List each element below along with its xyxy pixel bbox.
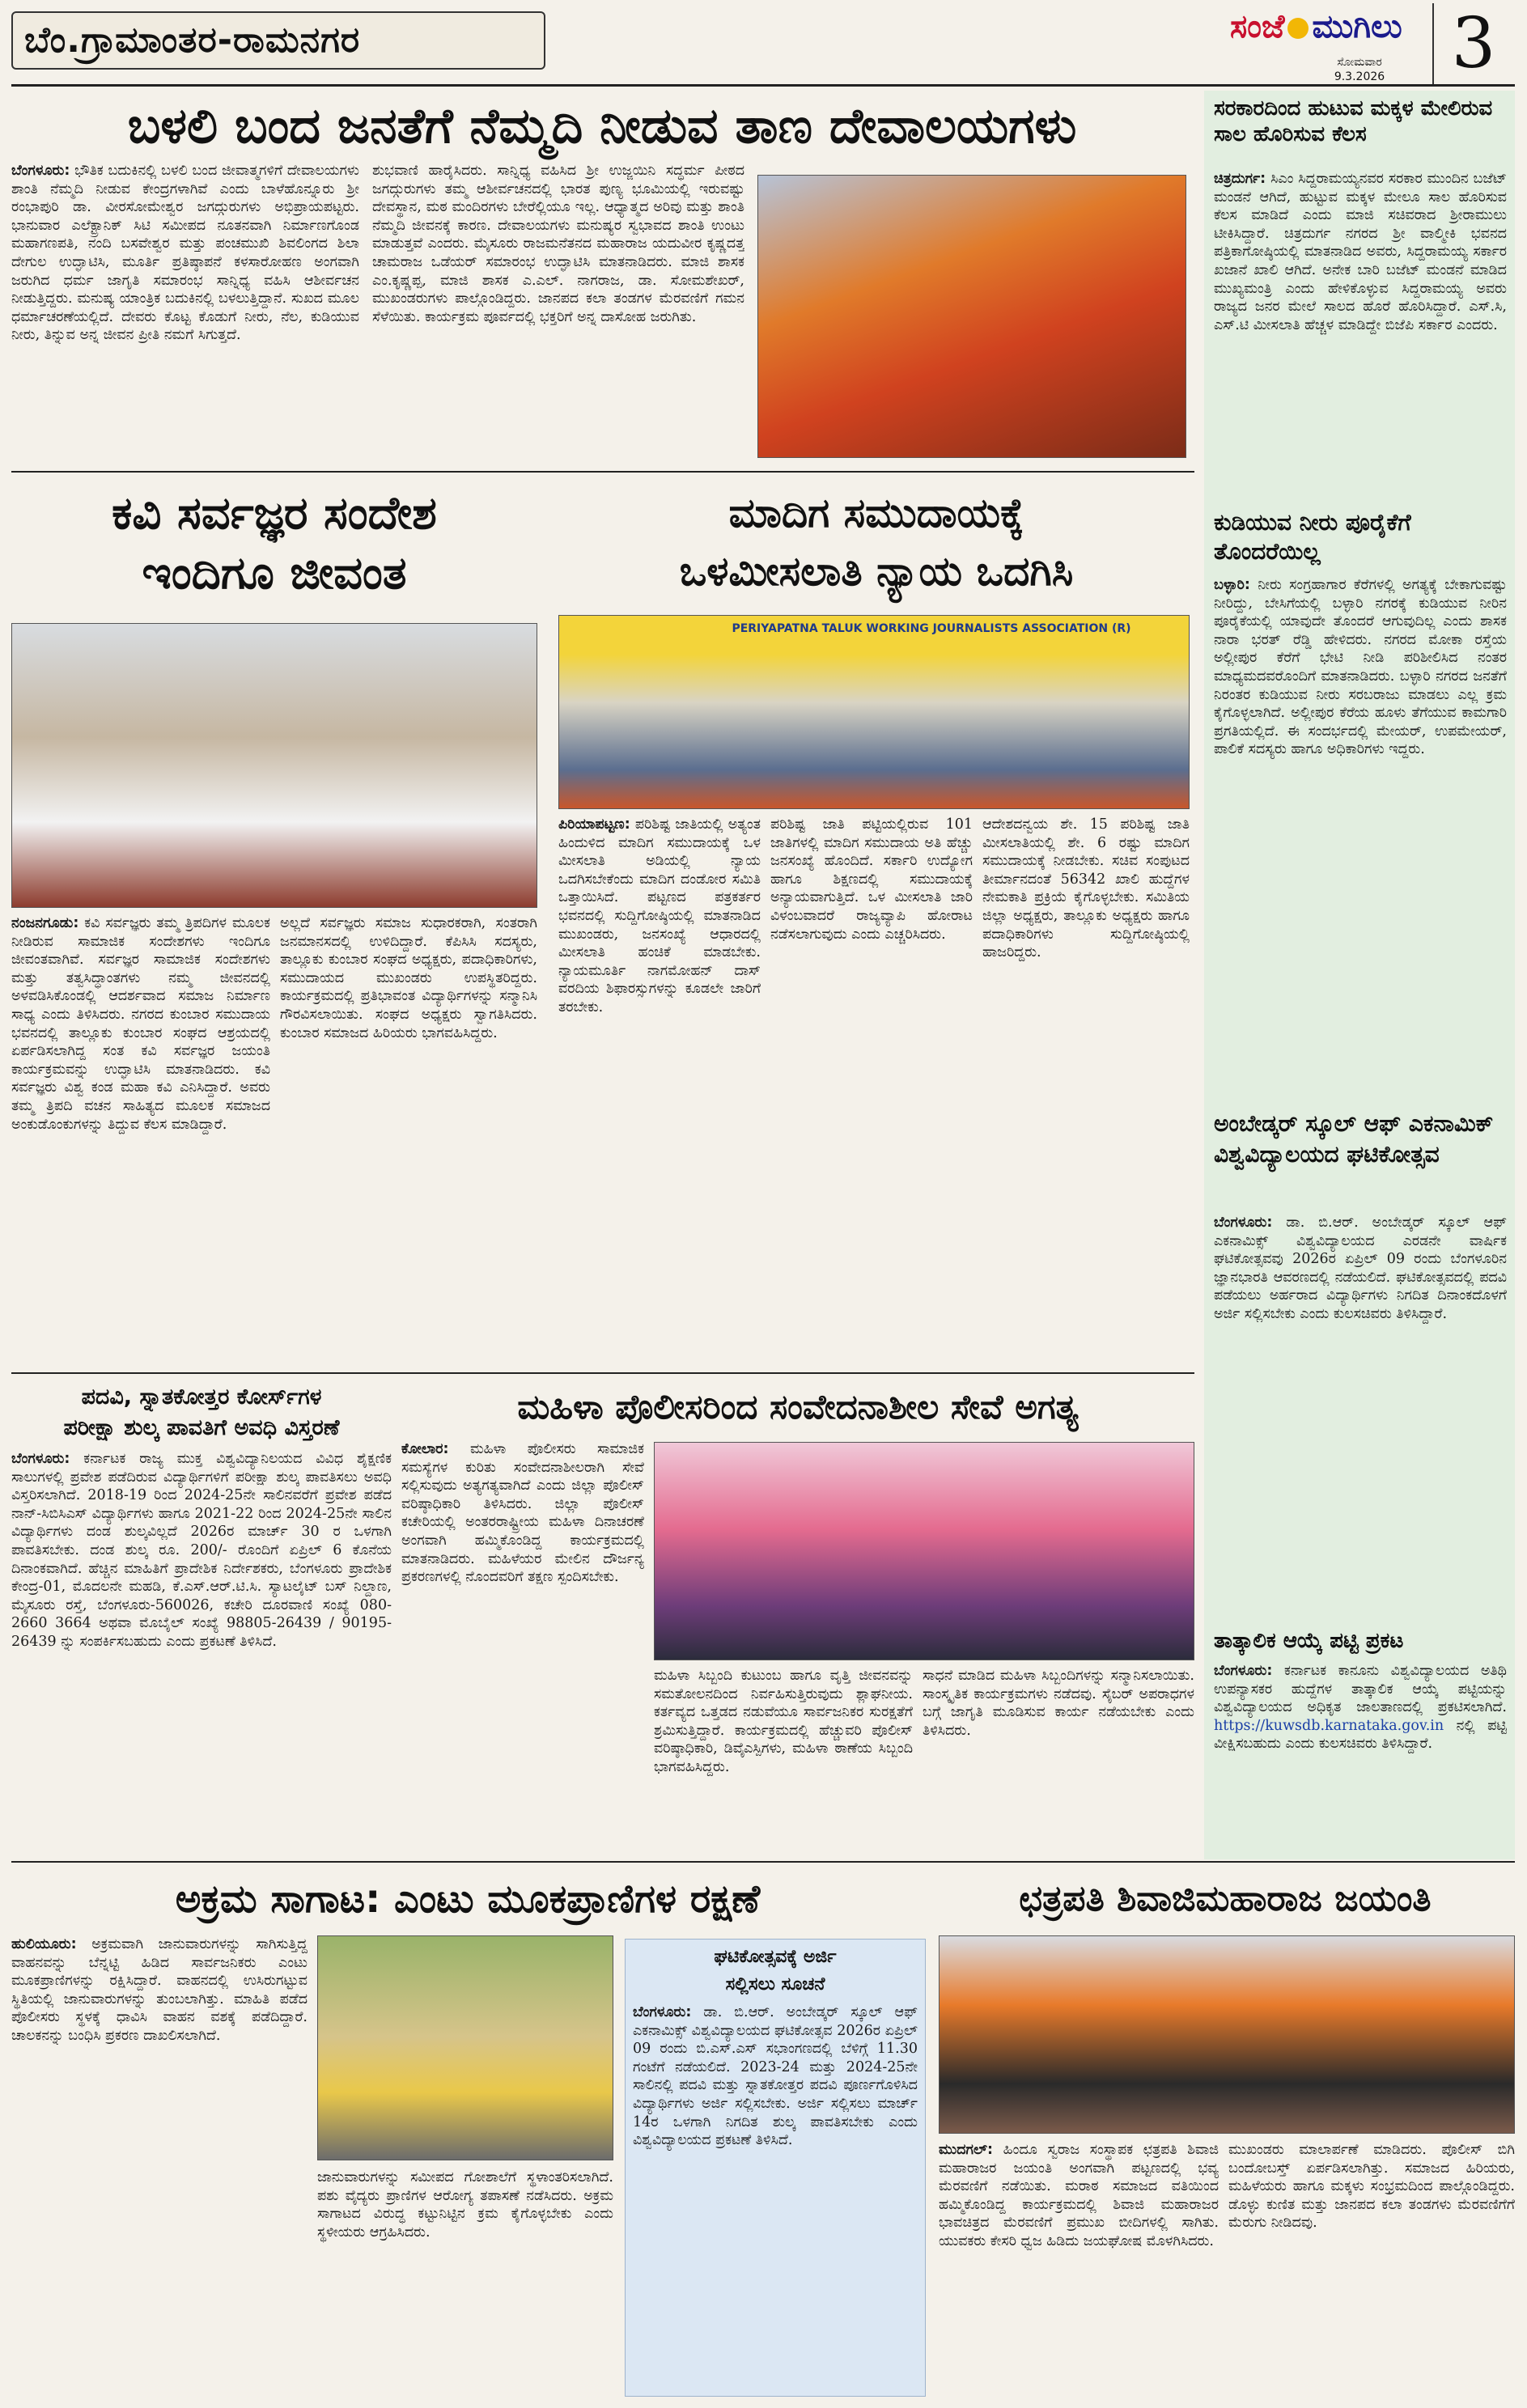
notice-headline-line1: ಘಟಿಕೋತ್ಸವಕ್ಕೆ ಅರ್ಜಿ (714, 1947, 837, 1967)
story2-col2: ಅಲ್ಲದೆ ಸರ್ವಜ್ಞರು ಸಮಾಜ ಸುಧಾರಕರಾಗಿ, ಸಂತರಾಗಿ ಜನಮಾನಸದಲ್ಲಿ ಉಳಿದಿದ್ದಾರೆ. ಕೆಪಿಸಿಸಿ ಸದಸ್ಯರು, ತಾಲ್ಲೂಕು ಕುಂಬಾರ ಸಂಘದ ಅಧ್ಯಕ್ಷರು, ಪದಾಧಿಕಾರಿಗಳು, ಸಮುದಾಯದ ಮುಖಂಡರು ಉಪಸ್ಥಿತರಿದ್ದರು. ಕಾರ್ಯಕ್ರಮದಲ್ಲಿ ಪ್ರತಿಭಾವಂತ ವಿದ್ಯಾರ್ಥಿಗಳನ್ನು ಸನ್ಮಾನಿಸಿ ಗೌರವಿಸಲಾಯಿತು. ಸಂಘದ ಅಧ್ಯಕ್ಷರು ಸ್ವಾಗತಿಸಿದರು. ಕುಂಬಾರ ಸಮಾಜದ ಹಿರಿಯರು ಭಾಗವಹಿಸಿದ್ದರು. (280, 915, 537, 1041)
story5-col2: ಮಹಿಳಾ ಸಿಬ್ಬಂದಿ ಕುಟುಂಬ ಹಾಗೂ ವೃತ್ತಿ ಜೀವನವನ್ನು ಸಮತೋಲನದಿಂದ ನಿರ್ವಹಿಸುತ್ತಿರುವುದು ಶ್ಲಾಘನೀಯ. ಕರ್ತವ್ಯದ ಒತ್ತಡದ ನಡುವೆಯೂ ಸಾರ್ವಜನಿಕರ ಸುರಕ್ಷತೆಗೆ ಶ್ರಮಿಸುತ್ತಿದ್ದಾರೆ. ಕಾರ್ಯಕ್ರಮದಲ್ಲಿ ಹೆಚ್ಚುವರಿ ಪೊಲೀಸ್ ವರಿಷ್ಠಾಧಿಕಾರಿ, ಡಿವೈಎಸ್ಪಿಗಳು, ಮಹಿಳಾ ಠಾಣೆಯ ಸಿಬ್ಬಂದಿ ಭಾಗವಹಿಸಿದ್ದರು. (654, 1668, 913, 1775)
story4-headline-line1: ಪದವಿ, ಸ್ನಾತಕೋತ್ತರ ಕೋರ್ಸ್‌ಗಳ (81, 1384, 322, 1410)
story2-photo-lamp-lighting (11, 623, 537, 908)
side4-dateline: ಬೆಂಗಳೂರು: (1214, 1663, 1273, 1679)
story1-headline: ಬಳಲಿ ಬಂದ ಜನತೆಗೆ ನೆಮ್ಮದಿ ನೀಡುವ ತಾಣ ದೇವಾಲಯಗಳು (127, 98, 1077, 155)
side1-body: ಸಿಎಂ ಸಿದ್ದರಾಮಯ್ಯನವರ ಸರಕಾರ ಮುಂದಿನ ಬಜೆಟ್ ಮಂಡನೆ ಆಗಿದೆ, ಹುಟ್ಟುವ ಮಕ್ಕಳ ಮೇಲೂ ಸಾಲ ಹೊರಿಸುವ ಕೆಲಸ ಮಾಡಿದೆ ಎಂದು ಮಾಜಿ ಸಚಿವರಾದ ಶ್ರೀರಾಮುಲು ಟೀಕಿಸಿದ್ದಾರೆ. ಚಿತ್ರದುರ್ಗ ನಗರದ ಶ್ರೀ ವಾಲ್ಮೀಕಿ ಭವನದ ಪತ್ರಿಕಾಗೋಷ್ಠಿಯಲ್ಲಿ ಮಾತನಾಡಿದ ಅವರು, ಸಿದ್ದರಾಮಯ್ಯ ಸರ್ಕಾರ ಖಜಾನೆ ಖಾಲಿ ಆಗಿದೆ. ಅನೇಕ ಬಾರಿ ಬಜೆಟ್ ಮಂಡನೆ ಮಾಡಿದ ಮುಖ್ಯಮಂತ್ರಿ ಎಂದು ಹೇಳಿಕೊಳ್ಳುವ ಸಿದ್ದರಾಮಯ್ಯ ಅವರು ರಾಜ್ಯದ ಜನರ ಮೇಲೆ ಸಾಲದ ಹೊರೆ ಹೊರಿಸಿದ್ದಾರೆ. ಎಸ್.ಸಿ, ಎಸ್.ಟಿ ಮೀಸಲಾತಿ ಹೆಚ್ಚಳ ಮಾಡಿದ್ದೇ ಬಿಜೆಪಿ ಸರ್ಕಾರ ಎಂದರು. (1214, 171, 1507, 333)
issue-date-value: 9.3.2026 (1334, 70, 1385, 83)
story3-text1: ಪರಿಶಿಷ್ಟ ಜಾತಿಯಲ್ಲಿ ಅತ್ಯಂತ ಹಿಂದುಳಿದ ಮಾದಿಗ ಸಮುದಾಯಕ್ಕೆ ಒಳ ಮೀಸಲಾತಿ ಅಡಿಯಲ್ಲಿ ನ್ಯಾಯ ಒದಗಿಸಬೇಕೆಂದು ಮಾದಿಗ ದಂಡೋರ ಸಮಿತಿ ಒತ್ತಾಯಿಸಿದೆ. ಪಟ್ಟಣದ ಪತ್ರಕರ್ತರ ಭವನದಲ್ಲಿ ಸುದ್ದಿಗೋಷ್ಠಿಯಲ್ಲಿ ಮಾತನಾಡಿದ ಮುಖಂಡರು, ಜನಸಂಖ್ಯೆ ಆಧಾರದಲ್ಲಿ ಮೀಸಲಾತಿ ಹಂಚಿಕೆ ಮಾಡಬೇಕು. ನ್ಯಾಯಮೂರ್ತಿ ನಾಗಮೋಹನ್ ದಾಸ್ ವರದಿಯ ಶಿಫಾರಸ್ಸುಗಳನ್ನು ಕೂಡಲೇ ಜಾರಿಗೆ ತರಬೇಕು. (558, 816, 761, 1015)
story2-headline-line1: ಕವಿ ಸರ್ವಜ್ಞರ ಸಂದೇಶ (112, 487, 437, 540)
story6-photo-rescue (317, 1935, 613, 2160)
story4-headline (11, 1382, 392, 1445)
story5-col1 (401, 1440, 644, 1853)
page-number: 3 (1432, 3, 1513, 84)
story7-photo-procession (939, 1935, 1515, 2134)
story5-photo-women-police (654, 1442, 1194, 1660)
side4-body2: ನಲ್ಲಿ ಪಟ್ಟಿ ವೀಕ್ಷಿಸಬಹುದು ಎಂದು ಕುಲಸಚಿವರು ತಿಳಿಸಿದ್ದಾರೆ. (1214, 1717, 1507, 1753)
side4-body: ಕರ್ನಾಟಕ ಕಾನೂನು ವಿಶ್ವವಿದ್ಯಾಲಯದ ಅತಿಥಿ ಉಪನ್ಯಾಸಕರ ಹುದ್ದೆಗಳ ತಾತ್ಕಾಲಿಕ ಆಯ್ಕೆ ಪಟ್ಟಿಯನ್ನು ವಿಶ್ವವಿದ್ಯಾಲಯದ ಅಧಿಕೃತ ಜಾಲತಾಣದಲ್ಲಿ ಪ್ರಕಟಿಸಲಾಗಿದೆ. (1214, 1663, 1507, 1716)
story1-text1: ಭೌತಿಕ ಬದುಕಿನಲ್ಲಿ ಬಳಲಿ ಬಂದ ಜೀವಾತ್ಮಗಳಿಗೆ ದೇವಾಲಯಗಳು ಶಾಂತಿ ನೆಮ್ಮದಿ ನೀಡುವ ಕೇಂದ್ರಗಳಾಗಿವೆ ಎಂದು ಬಾಳೆಹೊನ್ನೂರು ಶ್ರೀ ರಂಭಾಪುರಿ ಡಾ. ವೀರಸೋಮೇಶ್ವರ ಜಗದ್ಗುರುಗಳು ಅಭಿಪ್ರಾಯಪಟ್ಟರು. ಭಾನುವಾರ ಎಲೆಕ್ಟ್ರಾನಿಕ್ ಸಿಟಿ ಸಮೀಪದ ನೂತನವಾಗಿ ನಿರ್ಮಾಣಗೊಂಡ ಮಹಾಗಣಪತಿ, ನಂದಿ ಬಸವೇಶ್ವರ ಮತ್ತು ಪಂಚಮುಖಿ ಶಿವಲಿಂಗದ ಶಿಲಾ ದೇಗುಲ ಉದ್ಘಾಟಿಸಿ, ಮೂರ್ತಿ ಪ್ರತಿಷ್ಠಾಪನೆ ಕಳಸಾರೋಹಣ ಅಂಗವಾಗಿ ಜರುಗಿದ ಧರ್ಮ ಜಾಗೃತಿ ಸಮಾರಂಭ ಸಾನ್ನಿಧ್ಯ ವಹಿಸಿ ಆಶೀರ್ವಚನ ನೀಡುತ್ತಿದ್ದರು. ಮನುಷ್ಯ ಯಾಂತ್ರಿಕ ಬದುಕಿನಲ್ಲಿ ಬಳಲುತ್ತಿದ್ದಾನೆ. ಸುಖದ ಮೂಲ ಧರ್ಮಾಚರಣೆಯಲ್ಲಿದೆ. ದೇವರು ಕೊಟ್ಟ ಕೊಡುಗೆ ನೀರು, ನೆಲ, ಕುಡಿಯುವ ನೀರು, ತಿನ್ನುವ ಅನ್ನ ಜೀವನ ಪ್ರೀತಿ ನಮಗೆ ಸಿಗುತ್ತದೆ. (11, 163, 359, 344)
sun-icon (1287, 18, 1309, 39)
story2-col1 (11, 914, 270, 1367)
logo-part-a: ಸಂಜೆ (1230, 8, 1285, 45)
story3-headline-line1: ಮಾದಿಗ ಸಮುದಾಯಕ್ಕೆ (728, 490, 1024, 536)
story7-headline: ಛತ್ರಪತಿ ಶಿವಾಜಿಮಹಾರಾಜ ಜಯಂತಿ (1019, 1878, 1432, 1919)
story2-headline (11, 484, 537, 605)
story6-headline: ಅಕ್ರಮ ಸಾಗಾಟ: ಎಂಟು ಮೂಕಪ್ರಾಣಿಗಳ ರಕ್ಷಣೆ (175, 1876, 761, 1922)
section-title: ಬೆಂ.ಗ್ರಾಮಾಂತರ-ರಾಮನಗರ (11, 11, 545, 70)
side4-text (1214, 1662, 1507, 1856)
story7-col2: ಮುಖಂಡರು ಮಾಲಾರ್ಪಣೆ ಮಾಡಿದರು. ಪೊಲೀಸ್ ಬಿಗಿ ಬಂದೋಬಸ್ತ್ ಏರ್ಪಡಿಸಲಾಗಿತ್ತು. ಸಮಾಜದ ಹಿರಿಯರು, ಮಹಿಳೆಯರು ಹಾಗೂ ಮಕ್ಕಳು ಸಂಭ್ರಮದಿಂದ ಪಾಲ್ಗೊಂಡಿದ್ದರು. ಡೊಳ್ಳು ಕುಣಿತ ಮತ್ತು ಜಾನಪದ ಕಲಾ ತಂಡಗಳು ಮೆರವಣಿಗೆಗೆ ಮೆರುಗು ನೀಡಿದವು. (1228, 2142, 1515, 2232)
story2-headline-line2: ಇಂದಿಗೂ ಜೀವಂತ (142, 547, 407, 600)
side2-dateline: ಬಳ್ಳಾರಿ: (1214, 577, 1250, 593)
story5-headline: ಮಹಿಳಾ ಪೊಲೀಸರಿಂದ ಸಂವೇದನಾಶೀಲ ಸೇವೆ ಅಗತ್ಯ (517, 1387, 1079, 1427)
story7-text1: ಹಿಂದೂ ಸ್ವರಾಜ ಸಂಸ್ಥಾಪಕ ಛತ್ರಪತಿ ಶಿವಾಜಿ ಮಹಾರಾಜರ ಜಯಂತಿ ಅಂಗವಾಗಿ ಪಟ್ಟಣದಲ್ಲಿ ಭವ್ಯ ಮೆರವಣಿಗೆ ನಡೆಯಿತು. ಮರಾಠ ಸಮಾಜದ ವತಿಯಿಂದ ಹಮ್ಮಿಕೊಂಡಿದ್ದ ಕಾರ್ಯಕ್ರಮದಲ್ಲಿ ಶಿವಾಜಿ ಮಹಾರಾಜರ ಭಾವಚಿತ್ರದ ಮೆರವಣಿಗೆ ಪ್ರಮುಖ ಬೀದಿಗಳಲ್ಲಿ ಸಾಗಿತು. ಯುವಕರು ಕೇಸರಿ ಧ್ವಜ ಹಿಡಿದು ಜಯಘೋಷ ಮೊಳಗಿಸಿದರು. (939, 2142, 1219, 2249)
issue-day: ಸೋಮವಾರ (1337, 56, 1382, 69)
story4-body: ಕರ್ನಾಟಕ ರಾಜ್ಯ ಮುಕ್ತ ವಿಶ್ವವಿದ್ಯಾನಿಲಯದ ವಿವಿಧ ಶೈಕ್ಷಣಿಕ ಸಾಲುಗಳಲ್ಲಿ ಪ್ರವೇಶ ಪಡೆದಿರುವ ವಿದ್ಯಾರ್ಥಿಗಳಿಗೆ ಪರೀಕ್ಷಾ ಶುಲ್ಕ ಪಾವತಿಸಲು ಅವಧಿ ವಿಸ್ತರಿಸಲಾಗಿದೆ. 2018-19 ರಿಂದ 2024-25ನೇ ಸಾಲಿನವರೆಗೆ ಪ್ರವೇಶ ಪಡೆದ ನಾನ್-ಸಿಬಿಸಿಎಸ್ ವಿದ್ಯಾರ್ಥಿಗಳು ಹಾಗೂ 2021-22 ರಿಂದ 2024-25ನೇ ಸಾಲಿನ ವಿದ್ಯಾರ್ಥಿಗಳು ದಂಡ ಶುಲ್ಕವಿಲ್ಲದೆ 2026ರ ಮಾರ್ಚ್ 30 ರ ಒಳಗಾಗಿ ಪಾವತಿಸಬೇಕು. ದಂಡ ಶುಲ್ಕ ರೂ. 200/- ರೊಂದಿಗೆ ಏಪ್ರಿಲ್ 6 ಕೊನೆಯ ದಿನಾಂಕವಾಗಿದೆ. ಹೆಚ್ಚಿನ ಮಾಹಿತಿಗೆ ಪ್ರಾದೇಶಿಕ ನಿರ್ದೇಶಕರು, ಬೆಂಗಳೂರು ಪ್ರಾದೇಶಿಕ ಕೇಂದ್ರ-01, ಮೊದಲನೇ ಮಹಡಿ, ಕೆ.ಎಸ್.ಆರ್.ಟಿ.ಸಿ. ಸ್ಯಾಟಲೈಟ್ ಬಸ್ ನಿಲ್ದಾಣ, ಮೈಸೂರು ರಸ್ತೆ, ಬೆಂಗಳೂರು-560026, ಕಚೇರಿ ದೂರವಾಣಿ ಸಂಖ್ಯೆ 080-2660 3664 ಅಥವಾ ಮೊಬೈಲ್ ಸಂಖ್ಯೆ 98805-26439 / 90195-26439 ನ್ನು ಸಂಪರ್ಕಿಸಬಹುದು ಎಂದು ಪ್ರಕಟಣೆ ತಿಳಿಸಿದೆ. (11, 1451, 392, 1650)
side2-text (1214, 576, 1507, 1102)
divider (11, 1372, 1194, 1374)
story4-dateline: ಬೆಂಗಳೂರು: (11, 1451, 70, 1467)
story3-headline (558, 484, 1194, 605)
story4-headline-line2: ಪರೀಕ್ಷಾ ಶುಲ್ಕ ಪಾವತಿಗೆ ಅವಧಿ ವಿಸ್ತರಣೆ (63, 1415, 340, 1440)
story3-col2: ಪರಿಶಿಷ್ಟ ಜಾತಿ ಪಟ್ಟಿಯಲ್ಲಿರುವ 101 ಜಾತಿಗಳಲ್ಲಿ ಮಾದಿಗ ಸಮುದಾಯ ಅತಿ ಹೆಚ್ಚು ಜನಸಂಖ್ಯೆ ಹೊಂದಿದೆ. ಸರ್ಕಾರಿ ಉದ್ಯೋಗ ಹಾಗೂ ಶಿಕ್ಷಣದಲ್ಲಿ ಸಮುದಾಯಕ್ಕೆ ಅನ್ಯಾಯವಾಗುತ್ತಿದೆ. ಒಳ ಮೀಸಲಾತಿ ಜಾರಿ ವಿಳಂಬವಾದರೆ ರಾಜ್ಯವ್ಯಾಪಿ ಹೋರಾಟ ನಡೆಸಲಾಗುವುದು ಎಂದು ಎಚ್ಚರಿಸಿದರು. (770, 816, 973, 943)
story3-col1 (558, 816, 761, 1366)
notice-headline-line2: ಸಲ್ಲಿಸಲು ಸೂಚನೆ (725, 1974, 825, 1995)
story6-text1: ಅಕ್ರಮವಾಗಿ ಜಾನುವಾರುಗಳನ್ನು ಸಾಗಿಸುತ್ತಿದ್ದ ವಾಹನವನ್ನು ಬೆನ್ನಟ್ಟಿ ಹಿಡಿದ ಸಾರ್ವಜನಿಕರು ಎಂಟು ಮೂಕಪ್ರಾಣಿಗಳನ್ನು ರಕ್ಷಿಸಿದ್ದಾರೆ. ವಾಹನದಲ್ಲಿ ಉಸಿರುಗಟ್ಟುವ ಸ್ಥಿತಿಯಲ್ಲಿ ಜಾನುವಾರುಗಳನ್ನು ತುಂಬಲಾಗಿತ್ತು. ಮಾಹಿತಿ ಪಡೆದ ಪೊಲೀಸರು ಸ್ಥಳಕ್ಕೆ ಧಾವಿಸಿ ವಾಹನ ವಶಕ್ಕೆ ಪಡೆದಿದ್ದಾರೆ. ಚಾಲಕನನ್ನು ಬಂಧಿಸಿ ಪ್ರಕರಣ ದಾಖಲಿಸಲಾಗಿದೆ. (11, 1936, 308, 2044)
issue-date (1295, 55, 1424, 84)
story1-photo-temple-ceremony (757, 175, 1186, 458)
results-link-domain[interactable]: karnataka.gov.in (1325, 1717, 1444, 1734)
notice-headline (633, 1944, 918, 2000)
story3-headline-line2: ಒಳಮೀಸಲಾತಿ ನ್ಯಾಯ ಒದಗಿಸಿ (679, 548, 1074, 595)
story7-dateline: ಮುದಗಲ್: (939, 2142, 993, 2158)
press-association-banner: PERIYAPATNA TALUK WORKING JOURNALISTS ASSOCIATION (R) (732, 622, 1131, 635)
notice-text (633, 2003, 918, 2392)
side1-headline: ಸರಕಾರದಿಂದ ಹುಟುವ ಮಕ್ಕಳ ಮೇಲಿರುವ ಸಾಲ ಹೊರಿಸುವ ಕೆಲಸ (1214, 96, 1493, 146)
story3-dateline: ಪಿರಿಯಾಪಟ್ಟಣ: (558, 816, 630, 833)
story5-col3: ಸಾಧನೆ ಮಾಡಿದ ಮಹಿಳಾ ಸಿಬ್ಬಂದಿಗಳನ್ನು ಸನ್ಮಾನಿಸಲಾಯಿತು. ಸಾಂಸ್ಕೃತಿಕ ಕಾರ್ಯಕ್ರಮಗಳು ನಡೆದವು. ಸೈಬರ್ ಅಪರಾಧಗಳ ಬಗ್ಗೆ ಜಾಗೃತಿ ಮೂಡಿಸುವ ಕಾರ್ಯ ನಡೆಯಬೇಕು ಎಂದು ತಿಳಿಸಿದರು. (923, 1668, 1194, 1739)
story1-col1 (11, 162, 359, 461)
side3-body: ಡಾ. ಬಿ.ಆರ್. ಅಂಬೇಡ್ಕರ್ ಸ್ಕೂಲ್ ಆಫ್ ಎಕನಾಮಿಕ್ಸ್ ವಿಶ್ವವಿದ್ಯಾಲಯದ ಎರಡನೇ ವಾರ್ಷಿಕ ಘಟಿಕೋತ್ಸವವು 2026ರ ಏಪ್ರಿಲ್ 09 ರಂದು ಬೆಂಗಳೂರಿನ ಜ್ಞಾನಭಾರತಿ ಆವರಣದಲ್ಲಿ ನಡೆಯಲಿದೆ. ಘಟಿಕೋತ್ಸವದಲ್ಲಿ ಪದವಿ ಪಡೆಯಲು ಅರ್ಹರಾದ ವಿದ್ಯಾರ್ಥಿಗಳು ನಿಗದಿತ ದಿನಾಂಕದೊಳಗೆ ಅರ್ಜಿ ಸಲ್ಲಿಸಬೇಕು ಎಂದು ಕುಲಸಚಿವರು ತಿಳಿಸಿದ್ದಾರೆ. (1214, 1215, 1507, 1322)
story1-dateline: ಬೆಂಗಳೂರು: (11, 163, 70, 179)
side3-text (1214, 1214, 1507, 1618)
story2-text1: ಕವಿ ಸರ್ವಜ್ಞರು ತಮ್ಮ ತ್ರಿಪದಿಗಳ ಮೂಲಕ ನೀಡಿರುವ ಸಾಮಾಜಿಕ ಸಂದೇಶಗಳು ಇಂದಿಗೂ ಜೀವಂತವಾಗಿವೆ. ಸರ್ವಜ್ಞರ ಸಾಮಾಜಿಕ ಸಂದೇಶಗಳು ಮತ್ತು ತತ್ವಸಿದ್ಧಾಂತಗಳು ನಮ್ಮ ಜೀವನದಲ್ಲಿ ಅಳವಡಿಸಿಕೊಂಡಲ್ಲಿ ಆದರ್ಶವಾದ ಸಮಾಜ ನಿರ್ಮಾಣ ಸಾಧ್ಯ ಎಂದು ತಿಳಿಸಿದರು. ನಗರದ ಕುಂಬಾರ ಸಮುದಾಯ ಭವನದಲ್ಲಿ ತಾಲ್ಲೂಕು ಕುಂಬಾರ ಸಂಘದ ಆಶ್ರಯದಲ್ಲಿ ಏರ್ಪಡಿಸಲಾಗಿದ್ದ ಸಂತ ಕವಿ ಸರ್ವಜ್ಞರ ಜಯಂತಿ ಕಾರ್ಯಕ್ರಮವನ್ನು ಉದ್ಘಾಟಿಸಿ ಮಾತನಾಡಿದರು. ಕವಿ ಸರ್ವಜ್ಞರು ವಿಶ್ವ ಕಂಡ ಮಹಾ ಕವಿ ಎನಿಸಿದ್ದಾರೆ. ಅವರು ತಮ್ಮ ತ್ರಿಪದಿ ವಚನ ಸಾಹಿತ್ಯದ ಮೂಲಕ ಸಮಾಜದ ಅಂಕುಡೊಂಕುಗಳನ್ನು ತಿದ್ದುವ ಕೆಲಸ ಮಾಡಿದ್ದಾರೆ. (11, 915, 270, 1133)
logo-part-b: ಮುಗಿಲು (1312, 8, 1402, 45)
side4-headline: ತಾತ್ಕಾಲಿಕ ಆಯ್ಕೆ ಪಟ್ಟಿ ಪ್ರಕಟ (1214, 1629, 1404, 1653)
story3-photo-press-meet (558, 615, 1190, 809)
divider (11, 471, 1194, 473)
story4-text (11, 1450, 392, 1851)
side1-text (1214, 170, 1507, 502)
side3-dateline: ಬೆಂಗಳೂರು: (1214, 1215, 1273, 1231)
side3-headline: ಅಂಬೇಡ್ಕರ್ ಸ್ಕೂಲ್ ಆಫ್ ಎಕನಾಮಿಕ್ ವಿಶ್ವವಿದ್ಯಾಲಯದ ಘಟಿಕೋತ್ಸವ (1214, 1110, 1494, 1168)
story5-text1: ಮಹಿಳಾ ಪೊಲೀಸರು ಸಾಮಾಜಿಕ ಸಮಸ್ಯೆಗಳ ಕುರಿತು ಸಂವೇದನಾಶೀಲರಾಗಿ ಸೇವೆ ಸಲ್ಲಿಸುವುದು ಅತ್ಯಗತ್ಯವಾಗಿದೆ ಎಂದು ಜಿಲ್ಲಾ ಪೊಲೀಸ್ ವರಿಷ್ಠಾಧಿಕಾರಿ ತಿಳಿಸಿದರು. ಜಿಲ್ಲಾ ಪೊಲೀಸ್ ಕಚೇರಿಯಲ್ಲಿ ಅಂತರರಾಷ್ಟ್ರೀಯ ಮಹಿಳಾ ದಿನಾಚರಣೆ ಅಂಗವಾಗಿ ಹಮ್ಮಿಕೊಂಡಿದ್ದ ಕಾರ್ಯಕ್ರಮದಲ್ಲಿ ಮಾತನಾಡಿದರು. ಮಹಿಳೆಯರ ಮೇಲಿನ ದೌರ್ಜನ್ಯ ಪ್ರಕರಣಗಳಲ್ಲಿ ನೊಂದವರಿಗೆ ತಕ್ಷಣ ಸ್ಪಂದಿಸಬೇಕು. (401, 1441, 644, 1586)
story6-col2: ಜಾನುವಾರುಗಳನ್ನು ಸಮೀಪದ ಗೋಶಾಲೆಗೆ ಸ್ಥಳಾಂತರಿಸಲಾಗಿದೆ. ಪಶು ವೈದ್ಯರು ಪ್ರಾಣಿಗಳ ಆರೋಗ್ಯ ತಪಾಸಣೆ ನಡೆಸಿದರು. ಅಕ್ರಮ ಸಾಗಾಟದ ವಿರುದ್ಧ ಕಟ್ಟುನಿಟ್ಟಿನ ಕ್ರಮ ಕೈಗೊಳ್ಳಬೇಕು ಎಂದು ಸ್ಥಳೀಯರು ಆಗ್ರಹಿಸಿದರು. (317, 2169, 613, 2241)
story7-col1 (939, 2141, 1219, 2397)
masthead-rule (11, 84, 1515, 87)
story5-dateline: ಕೋಲಾರ: (401, 1441, 449, 1457)
story6-col1 (11, 1935, 308, 2397)
notice-body: ಡಾ. ಬಿ.ಆರ್. ಅಂಬೇಡ್ಕರ್ ಸ್ಕೂಲ್ ಆಫ್ ಎಕನಾಮಿಕ್ಸ್ ವಿಶ್ವವಿದ್ಯಾಲಯದ ಘಟಿಕೋತ್ಸವ 2026ರ ಏಪ್ರಿಲ್ 09 ರಂದು ಬಿ.ಎಸ್.ಎಸ್ ಸಭಾಂಗಣದಲ್ಲಿ ಬೆಳಿಗ್ಗೆ 11.30 ಗಂಟೆಗೆ ನಡೆಯಲಿದೆ. 2023-24 ಮತ್ತು 2024-25ನೇ ಸಾಲಿನಲ್ಲಿ ಪದವಿ ಮತ್ತು ಸ್ನಾತಕೋತ್ತರ ಪದವಿ ಪೂರ್ಣಗೊಳಿಸಿದ ವಿದ್ಯಾರ್ಥಿಗಳು ಅರ್ಜಿ ಸಲ್ಲಿಸಬೇಕು. ಅರ್ಜಿ ಸಲ್ಲಿಸಲು ಮಾರ್ಚ್ 14ರ ಒಳಗಾಗಿ ನಿಗದಿತ ಶುಲ್ಕ ಪಾವತಿಸಬೇಕು ಎಂದು ವಿಶ್ವವಿದ್ಯಾಲಯದ ಪ್ರಕಟಣೆ ತಿಳಿಸಿದೆ. (633, 2004, 918, 2149)
side2-body: ನೀರು ಸಂಗ್ರಹಾಗಾರ ಕೆರೆಗಳಲ್ಲಿ ಅಗತ್ಯಕ್ಕೆ ಬೇಕಾಗುವಷ್ಟು ನೀರಿದ್ದು, ಬೇಸಿಗೆಯಲ್ಲಿ ಬಳ್ಳಾರಿ ನಗರಕ್ಕೆ ಕುಡಿಯುವ ನೀರಿನ ಪೂರೈಕೆಯಲ್ಲಿ ಯಾವುದೇ ತೊಂದರೆ ಆಗುವುದಿಲ್ಲ ಎಂದು ಶಾಸಕ ನಾರಾ ಭರತ್ ರೆಡ್ಡಿ ಹೇಳಿದರು. ನಗರದ ಮೋಕಾ ರಸ್ತೆಯ ಅಲ್ಲೀಪುರ ಕೆರೆಗೆ ಭೇಟಿ ನೀಡಿ ಪರಿಶೀಲಿಸಿದ ನಂತರ ಮಾಧ್ಯಮದವರೊಂದಿಗೆ ಮಾತನಾಡಿದರು. ಬಳ್ಳಾರಿ ನಗರದ ಜನತೆಗೆ ನಿರಂತರ ಕುಡಿಯುವ ನೀರು ಸರಬರಾಜು ಮಾಡಲು ಎಲ್ಲ ಕ್ರಮ ಕೈಗೊಳ್ಳಲಾಗಿದೆ. ಅಲ್ಲೀಪುರ ಕೆರೆಯ ಹೂಳು ತೆಗೆಯುವ ಕಾಮಗಾರಿ ಪ್ರಗತಿಯಲ್ಲಿದೆ. ಈ ಸಂದರ್ಭದಲ್ಲಿ ಮೇಯರ್, ಉಪಮೇಯರ್, ಪಾಲಿಕೆ ಸದಸ್ಯರು ಹಾಗೂ ಅಧಿಕಾರಿಗಳು ಇದ್ದರು. (1214, 577, 1507, 758)
notice-dateline: ಬೆಂಗಳೂರು: (633, 2004, 692, 2020)
side1-dateline: ಚಿತ್ರದುರ್ಗ: (1214, 171, 1266, 187)
story3-col3: ಆದೇಶದನ್ವಯ ಶೇ. 15 ಪರಿಶಿಷ್ಟ ಜಾತಿ ಮೀಸಲಾತಿಯಲ್ಲಿ ಶೇ. 6 ರಷ್ಟು ಮಾದಿಗ ಸಮುದಾಯಕ್ಕೆ ನೀಡಬೇಕು. ಸಚಿವ ಸಂಪುಟದ ತೀರ್ಮಾನದಂತೆ 56342 ಖಾಲಿ ಹುದ್ದೆಗಳ ನೇಮಕಾತಿ ಪ್ರಕ್ರಿಯೆ ಕೈಗೊಳ್ಳಬೇಕು. ಸಮಿತಿಯ ಜಿಲ್ಲಾ ಅಧ್ಯಕ್ಷರು, ತಾಲ್ಲೂಕು ಅಧ್ಯಕ್ಷರು ಹಾಗೂ ಪದಾಧಿಕಾರಿಗಳು ಸುದ್ದಿಗೋಷ್ಠಿಯಲ್ಲಿ ಹಾಜರಿದ್ದರು. (982, 816, 1190, 961)
story6-dateline: ಹುಲಿಯೂರು: (11, 1936, 77, 1952)
results-link[interactable]: https://kuwsdb. (1214, 1717, 1326, 1734)
newspaper-logo (1230, 8, 1432, 57)
story2-dateline: ನಂಜನಗೂಡು: (11, 915, 79, 931)
divider (11, 1861, 1515, 1863)
story1-col2: ಶುಭವಾಣಿ ಹಾರೈಸಿದರು. ಸಾನ್ನಿಧ್ಯ ವಹಿಸಿದ ಶ್ರೀ ಉಜ್ಜಯಿನಿ ಸದ್ಧರ್ಮ ಪೀಠದ ಜಗದ್ಗುರುಗಳು ತಮ್ಮ ಆಶೀರ್ವಚನದಲ್ಲಿ ಭಾರತ ಪುಣ್ಯ ಭೂಮಿಯಲ್ಲಿ ಇರುವಷ್ಟು ದೇವಸ್ಥಾನ, ಮಠ ಮಂದಿರಗಳು ಬೇರೆಲ್ಲಿಯೂ ಇಲ್ಲ. ಆಧ್ಯಾತ್ಮದ ಅರಿವು ಮತ್ತು ಶಾಂತಿ ನೆಮ್ಮದಿ ಜೀವನಕ್ಕೆ ಕಾರಣ. ದೇವಾಲಯಗಳು ಮನುಷ್ಯರ ಸ್ವಭಾವದ ಶಾಂತಿ ಉಂಟು ಮಾಡುತ್ತವೆ ಎಂದರು. ಮೈಸೂರು ರಾಜಮನೆತನದ ಮಹಾರಾಜ ಯದುವೀರ ಕೃಷ್ಣದತ್ತ ಚಾಮರಾಜ ಒಡೆಯರ್ ಸಮಾರಂಭ ಉದ್ಘಾಟಿಸಿ ಮಾತನಾಡಿದರು. ಮಾಜಿ ಶಾಸಕ ಎಂ.ಕೃಷ್ಣಪ್ಪ, ಮಾಜಿ ಶಾಸಕ ಎ.ಎಲ್. ನಾಗರಾಜ, ಡಾ. ಸೋಮಶೇಖರ್, ಮುಖಂಡರುಗಳು ಪಾಲ್ಗೊಂಡಿದ್ದರು. ಜಾನಪದ ಕಲಾ ತಂಡಗಳ ಮೆರವಣಿಗೆ ಗಮನ ಸೆಳೆಯಿತು. ಕಾರ್ಯಕ್ರಮ ಪೂರ್ವದಲ್ಲಿ ಭಕ್ತರಿಗೆ ಅನ್ನ ದಾಸೋಹ ಜರುಗಿತು. (372, 163, 744, 325)
side2-headline: ಕುಡಿಯುವ ನೀರು ಪೂರೈಕೆಗೆ ತೊಂದರೆಯಿಲ್ಲ (1214, 509, 1411, 565)
